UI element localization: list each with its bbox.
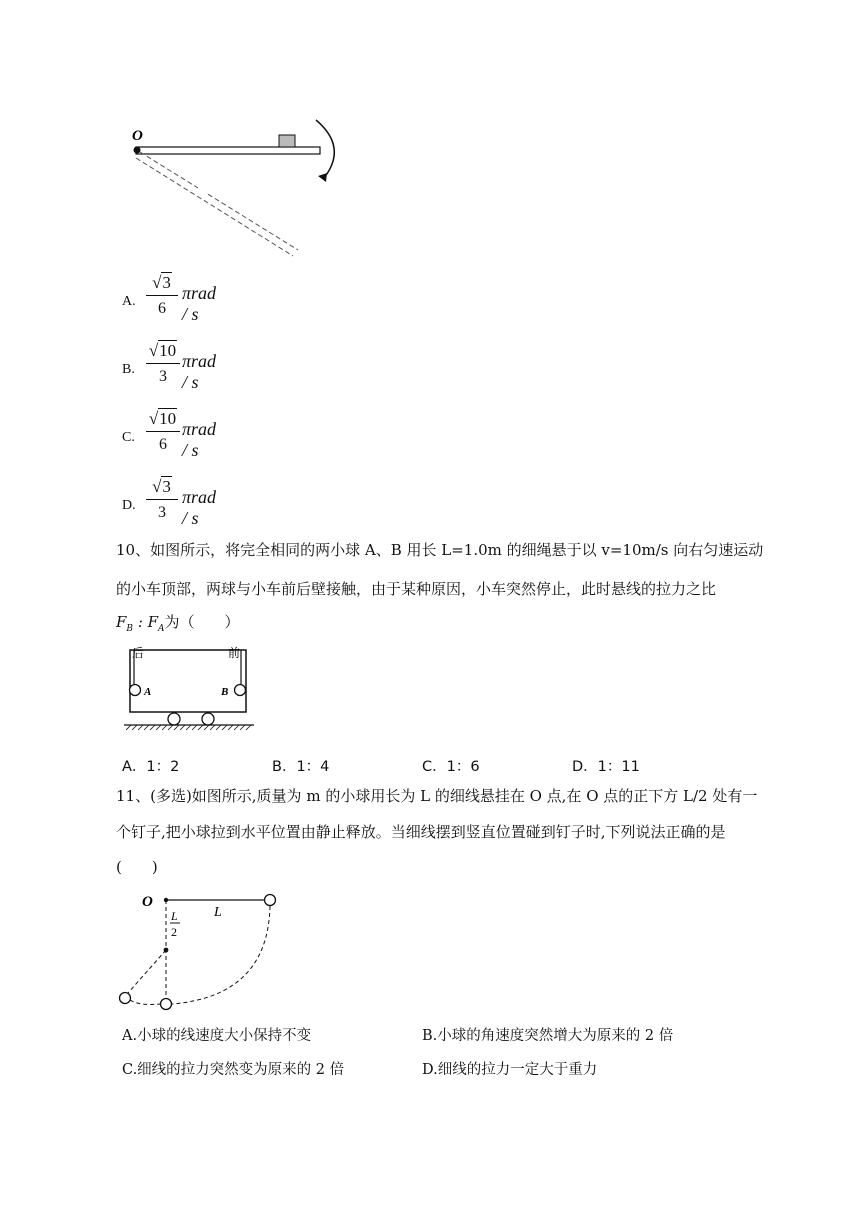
option-letter: A. xyxy=(122,294,136,309)
option-unit: πrad / s xyxy=(182,283,217,324)
option-fraction: √10 6 xyxy=(146,408,180,455)
q11-ball-start xyxy=(265,895,276,906)
q9-rod xyxy=(136,147,320,154)
option-fraction: √3 6 xyxy=(146,272,178,319)
q10-answer-d[interactable]: D．1：11 xyxy=(572,759,640,775)
q11-answer-c[interactable]: C.细线的拉力突然变为原来的 2 倍 xyxy=(122,1062,345,1078)
q10-wheel-left xyxy=(168,713,180,725)
q9-rod-figure xyxy=(118,112,348,262)
q11-half-num: L xyxy=(171,909,178,923)
q11-string-after-nail xyxy=(128,950,166,993)
q10-label-back: 后 xyxy=(132,646,145,660)
q11-text-line1: 11、(多选)如图所示,质量为 m 的小球用长为 L 的细线悬挂在 O 点,在 O 点的正下方 L/2 处有一 xyxy=(116,787,758,805)
q10-ball-b xyxy=(235,685,246,696)
q11-label-o: O xyxy=(142,894,153,910)
q10-ball-a xyxy=(130,685,141,696)
q11-half-den: 2 xyxy=(171,925,177,939)
q11-pendulum-figure xyxy=(118,888,288,1016)
q10-cart-figure xyxy=(124,644,254,734)
q10-label-a: A xyxy=(144,686,152,698)
q9-dashed-rod-a xyxy=(140,152,298,250)
option-letter: D. xyxy=(122,498,136,513)
q10-text-line1: 10、如图所示，将完全相同的两小球 A、B 用长 L=1.0m 的细绳悬于以 v=10m/s 向右匀速运动 xyxy=(116,541,764,559)
option-letter: B. xyxy=(122,362,135,377)
q11-ball-bottom xyxy=(161,999,172,1010)
q11-answer-d[interactable]: D.细线的拉力一定大于重力 xyxy=(422,1062,598,1078)
q10-label-front: 前 xyxy=(228,646,241,660)
q10-text-line2: 的小车顶部，两球与小车前后壁接触，由于某种原因，小车突然停止，此时悬线的拉力之比 xyxy=(116,580,717,598)
q11-text-line2: 个钉子,把小球拉到水平位置由静止释放。当细线摆到竖直位置碰到钉子时,下列说法正确的是 xyxy=(116,823,726,841)
q10-answer-a[interactable]: A．1：2 xyxy=(122,759,180,775)
q11-answer-a[interactable]: A.小球的线速度大小保持不变 xyxy=(122,1028,312,1044)
q11-large-arc xyxy=(172,906,270,1004)
q11-ball-swung xyxy=(120,993,131,1004)
option-letter: C. xyxy=(122,430,135,445)
q10-ground-hatch xyxy=(126,725,251,730)
q9-label-o: O xyxy=(132,128,143,144)
q10-answer-c[interactable]: C．1：6 xyxy=(422,759,480,775)
q11-text-line3: ( ) xyxy=(116,858,158,876)
option-fraction: √10 3 xyxy=(146,340,180,387)
option-unit: πrad / s xyxy=(182,419,217,460)
q9-arrowhead xyxy=(318,173,327,182)
q9-pivot xyxy=(134,147,141,154)
q9-dashed-rod-b xyxy=(136,158,293,256)
option-unit: πrad / s xyxy=(182,487,217,528)
q9-block xyxy=(279,135,295,147)
q11-small-arc xyxy=(130,1000,160,1005)
option-unit: πrad / s xyxy=(182,351,217,392)
option-fraction: √3 3 xyxy=(146,476,178,523)
q10-ratio: $F_B$ : $F_A$为（ ） xyxy=(116,613,240,634)
q11-label-l: L xyxy=(214,905,222,920)
q10-answer-b[interactable]: B．1：4 xyxy=(272,759,330,775)
q11-answer-b[interactable]: B.小球的角速度突然增大为原来的 2 倍 xyxy=(422,1028,674,1044)
q10-label-b: B xyxy=(221,686,229,698)
q10-wheel-right xyxy=(202,713,214,725)
